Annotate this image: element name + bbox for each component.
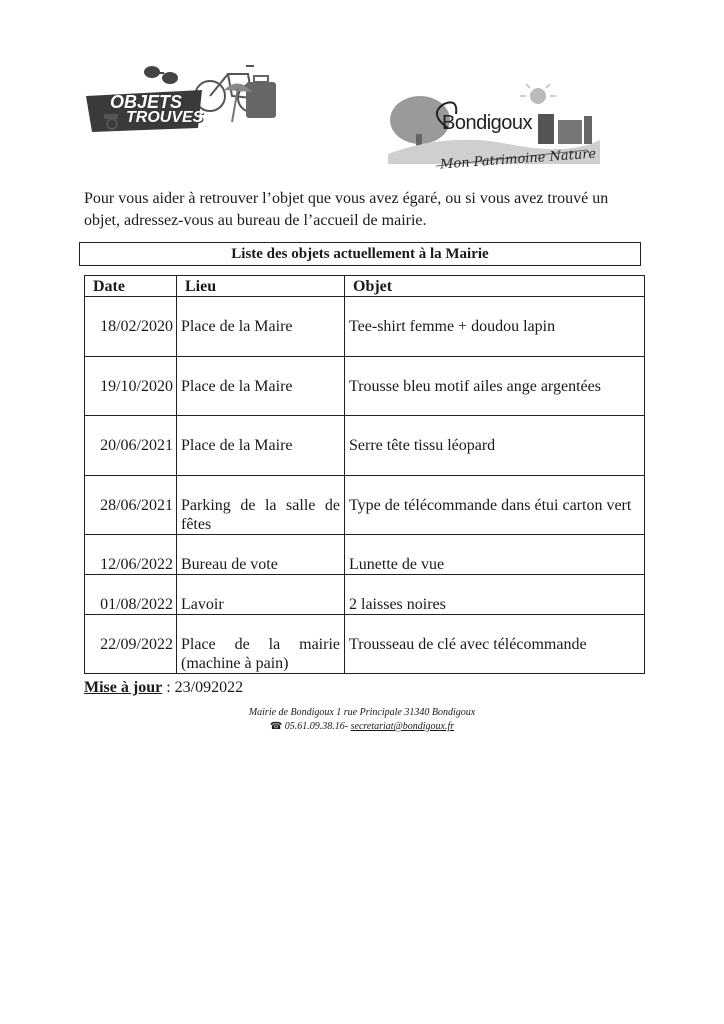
objects-table	[84, 275, 645, 674]
intro-paragraph: Pour vous aider à retrouver l’objet que vous avez égaré, ou si vous avez trouvé un objet, adressez-vous au bureau de l’accueil de mairie.	[84, 190, 609, 229]
cell-objet: Tee-shirt femme + doudou lapin	[345, 297, 645, 357]
table-row	[85, 357, 645, 416]
bondigoux-tagline: Mon Patrimoine Nature	[439, 146, 597, 173]
cell-date: 01/08/2022	[85, 575, 177, 615]
table-row	[85, 416, 645, 476]
footer-phone: 05.61.09.38.16-	[284, 721, 349, 732]
footer-contact	[0, 720, 724, 734]
cell-objet: 2 laisses noires	[345, 575, 645, 615]
telephone-icon: ☎	[269, 721, 283, 732]
header-date: Date	[85, 276, 177, 297]
bondigoux-logo	[388, 84, 600, 180]
table-row	[85, 476, 645, 535]
cell-lieu: Place de la Maire	[177, 416, 345, 476]
table-header-row	[85, 276, 645, 297]
objets-trouves-line2: TROUVES	[126, 109, 204, 126]
update-value: : 23/092022	[166, 679, 244, 696]
cell-lieu: Parking de la salle de fêtes	[177, 476, 345, 535]
objets-trouves-line1: OBJETS	[110, 92, 183, 112]
cell-lieu: Place de la Maire	[177, 297, 345, 357]
table-row	[85, 535, 645, 575]
cell-objet: Lunette de vue	[345, 535, 645, 575]
bondigoux-brand-text: Bondigoux	[442, 112, 533, 134]
cell-lieu: Lavoir	[177, 575, 345, 615]
cell-date: 18/02/2020	[85, 297, 177, 357]
list-title: Liste des objets actuellement à la Mairie	[79, 242, 641, 266]
cell-objet: Trousseau de clé avec télécommande	[345, 615, 645, 674]
header-objet: Objet	[345, 276, 645, 297]
cell-date: 19/10/2020	[85, 357, 177, 416]
header-lieu: Lieu	[177, 276, 345, 297]
cell-date: 28/06/2021	[85, 476, 177, 535]
update-label: Mise à jour	[84, 679, 163, 696]
cell-objet: Type de télécommande dans étui carton vert	[345, 476, 645, 535]
table-row	[85, 297, 645, 357]
table-row	[85, 575, 645, 615]
cell-lieu: Place de la Maire	[177, 357, 345, 416]
table-row	[85, 615, 645, 674]
cell-objet: Trousse bleu motif ailes ange argentées	[345, 357, 645, 416]
cell-lieu: Place de la mairie (machine à pain)	[177, 615, 345, 674]
cell-date: 20/06/2021	[85, 416, 177, 476]
footer-address: Mairie de Bondigoux 1 rue Principale 31340 Bondigoux	[248, 707, 476, 718]
footer	[0, 706, 724, 734]
cell-objet: Serre tête tissu léopard	[345, 416, 645, 476]
cell-date: 22/09/2022	[85, 615, 177, 674]
cell-lieu: Bureau de vote	[177, 535, 345, 575]
objets-trouves-logo	[82, 52, 288, 134]
footer-email-link[interactable]: secretariat@bondigoux.fr	[350, 721, 455, 732]
update-line	[84, 679, 243, 697]
cell-date: 12/06/2022	[85, 535, 177, 575]
